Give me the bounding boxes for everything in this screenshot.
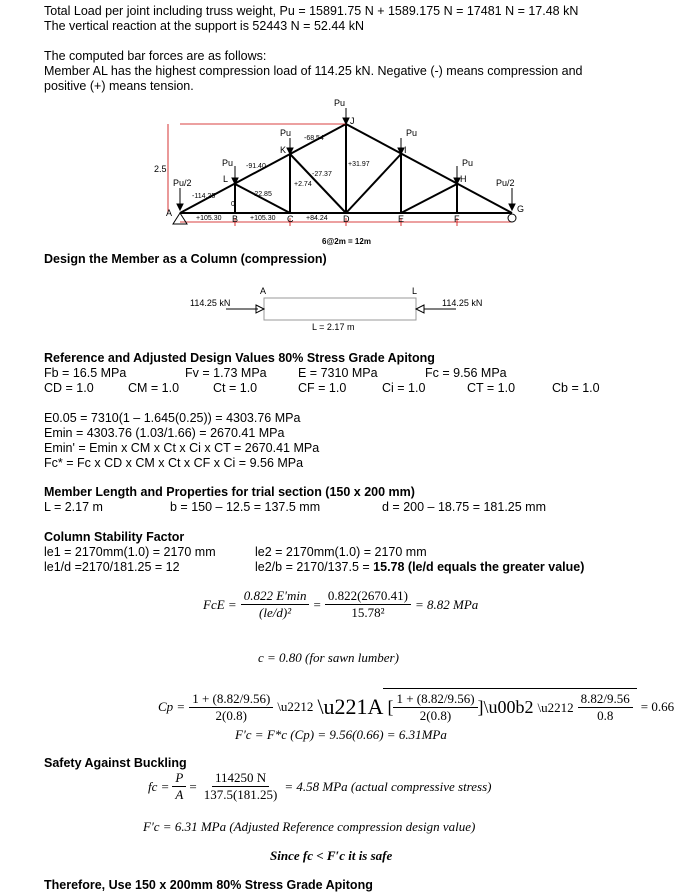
cd-value: CD = 1.0 xyxy=(44,381,94,395)
roller-support xyxy=(508,214,516,222)
fc-adjusted: F′c = 6.31 MPa (Adjusted Reference compression design value) xyxy=(143,819,476,834)
fc-equation: fc = $\frac{P}{A}$ = $\frac{114250 N}{137.5(181.25)}$ = 4.58 MPa (actual compressive stress) xyxy=(148,770,492,802)
column-length: L = 2.17 m xyxy=(312,322,355,332)
fc-star-eq: Fc* = Fc x CD x CM x Ct x CF x Ci = 9.56 MPa xyxy=(44,456,304,470)
node-e: E xyxy=(398,214,405,224)
final-recommendation: Therefore, Use 150 x 200mm 80% Stress Grade Apitong xyxy=(44,878,373,892)
c-line: c = 0.80 (for sawn lumber) xyxy=(258,650,399,665)
column-heading: Design the Member as a Column (compression) xyxy=(44,252,327,266)
le1-eq: le1 = 2170mm(1.0) = 2170 mm xyxy=(44,545,216,559)
ci-value: Ci = 1.0 xyxy=(382,381,426,395)
force-al: -114.25 xyxy=(192,193,216,200)
cf-value: CF = 1.0 xyxy=(298,381,347,395)
node-l: L xyxy=(223,174,229,184)
emin-prime-eq: Emin' = Emin x CM x Ct x Ci x CT = 2670.41 MPa xyxy=(44,441,320,455)
le2b-result: 15.78 (le/d equals the greater value) xyxy=(373,560,585,574)
node-g: G xyxy=(517,204,525,214)
fce-equation: FcE = $\frac{0.822 E'\min}{\text{(le/d)²}}$ = $\frac{0.822(2670.41)}{\text{15.78²}}$ = 8.82 MPa xyxy=(203,588,479,620)
sign-convention-text: positive (+) means tension. xyxy=(44,79,194,93)
load-label-a: Pu/2 xyxy=(173,178,192,188)
column-diagram xyxy=(186,284,496,334)
load-label-i: Pu xyxy=(406,128,418,138)
member-d: d = 200 – 18.75 = 181.25 mm xyxy=(382,500,547,514)
load-label-j: Pu xyxy=(334,98,346,108)
force-kd: -27.37 xyxy=(312,171,332,178)
node-c: C xyxy=(287,214,294,224)
node-a: A xyxy=(166,208,173,218)
span-label: 6@2m = 12m xyxy=(322,237,371,246)
node-h: H xyxy=(460,174,467,184)
node-k: K xyxy=(280,145,287,155)
le1d-eq: le1/d =2170/181.25 = 12 xyxy=(44,560,180,574)
force-cd: +84.24 xyxy=(306,215,328,222)
node-b: B xyxy=(232,214,239,224)
force-kc: +2.74 xyxy=(294,181,312,188)
safety-conclusion: Since fc < F′c it is safe xyxy=(270,848,393,863)
reaction-text: The vertical reaction at the support is 52443 N = 52.44 kN xyxy=(44,19,364,33)
e-value: E = 7310 MPa xyxy=(298,366,378,380)
cb-value: Cb = 1.0 xyxy=(552,381,600,395)
member-heading: Member Length and Properties for trial section (150 x 200 mm) xyxy=(44,485,415,499)
le2-eq: le2 = 2170mm(1.0) = 2170 mm xyxy=(255,545,427,559)
cm-value: CM = 1.0 xyxy=(128,381,180,395)
load-label-k: Pu xyxy=(280,128,292,138)
load-text: Total Load per joint including truss weight, Pu = 15891.75 N + 1589.175 N = 17481 N = 17.48 kN xyxy=(44,4,579,18)
node-f: F xyxy=(454,214,460,224)
safety-heading: Safety Against Buckling xyxy=(44,756,187,770)
node-d: D xyxy=(343,214,350,224)
force-lb: 0 xyxy=(231,201,235,208)
emin-eq: Emin = 4303.76 (1.03/1.66) = 2670.41 MPa xyxy=(44,426,285,440)
force-lc: -22.85 xyxy=(252,191,272,198)
load-label-g: Pu/2 xyxy=(496,178,515,188)
ct-value: Ct = 1.0 xyxy=(213,381,258,395)
fc-value: Fc = 9.56 MPa xyxy=(425,366,507,380)
fv-value: Fv = 1.73 MPa xyxy=(185,366,267,380)
load-label-h: Pu xyxy=(462,158,474,168)
top-chord-right xyxy=(346,124,512,213)
le2b-eq: le2/b = 2170/137.5 = 15.78 (le/d equals the greater value) xyxy=(255,560,585,574)
column-member xyxy=(264,298,416,320)
load-left: 114.25 kN xyxy=(190,298,231,308)
force-lk: -91.40 xyxy=(246,163,266,170)
member-length: L = 2.17 m xyxy=(44,500,103,514)
end-left: A xyxy=(260,286,267,296)
load-right: 114.25 kN xyxy=(442,298,483,308)
end-right: L xyxy=(412,286,418,296)
truss-diagram xyxy=(140,96,540,252)
bar-forces-intro: The computed bar forces are as follows: xyxy=(44,49,267,63)
member-b: b = 150 – 12.5 = 137.5 mm xyxy=(170,500,321,514)
member-al-text: Member AL has the highest compression load of 114.25 kN. Negative (-) means compression and xyxy=(44,64,583,78)
load-label-l: Pu xyxy=(222,158,234,168)
force-kj: -68.54 xyxy=(304,135,324,142)
node-j: J xyxy=(350,116,355,126)
height-label: 2.5 xyxy=(154,164,167,174)
reference-heading: Reference and Adjusted Design Values 80% Stress Grade Apitong xyxy=(44,351,435,365)
node-i: I xyxy=(404,145,407,155)
force-ab: +105.30 xyxy=(196,215,222,222)
ctt-value: CT = 1.0 xyxy=(467,381,516,395)
fc-prime-eq: F′c = F*c (Cp) = 9.56(0.66) = 6.31MPa xyxy=(235,727,447,742)
fb-value: Fb = 16.5 MPa xyxy=(44,366,127,380)
stability-heading: Column Stability Factor xyxy=(44,530,185,544)
cp-equation: Cp = $\frac{1 + (8.82/9.56)}{2(0.8)}$ \u2212 \u221A [ $\frac{1 + (8.82/9.56)}{2(0.8)}$ ]\u00b2 \u2212 $\frac{8.82/9.56}{0.8}$ = 0.66 xyxy=(158,688,674,726)
force-bc: +105.30 xyxy=(250,215,276,222)
e005-eq: E0.05 = 7310(1 – 1.645(0.25)) = 4303.76 MPa xyxy=(44,411,301,425)
force-jd: +31.97 xyxy=(348,161,370,168)
